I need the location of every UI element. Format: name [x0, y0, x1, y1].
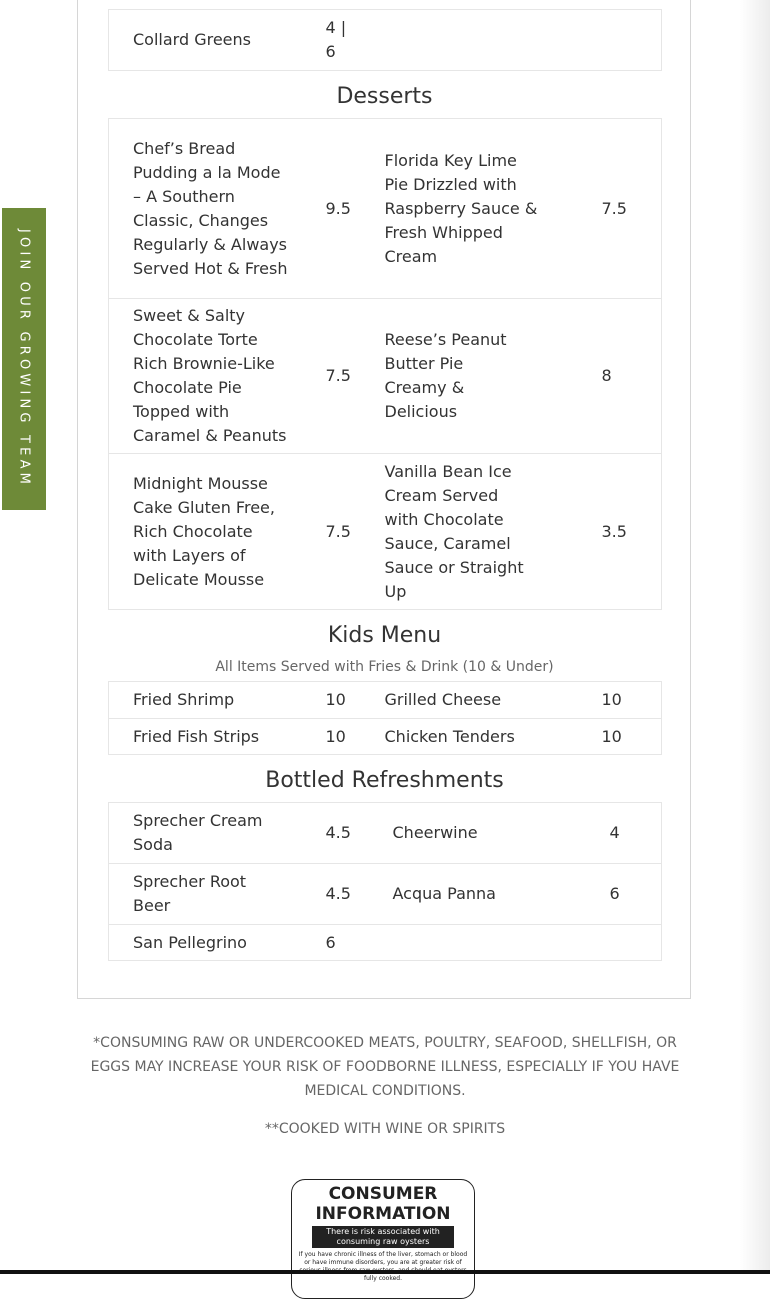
item-name: Chicken Tenders	[385, 719, 602, 755]
item-price: 3.5	[602, 454, 662, 610]
item-name	[109, 454, 326, 610]
item-name-text: Sweet & Salty Chocolate Torte Rich Brownie-Like Chocolate Pie Topped with Caramel & Peanuts	[133, 306, 287, 445]
item-name	[385, 119, 602, 299]
item-name	[109, 803, 326, 864]
table-row	[109, 803, 662, 864]
item-price: 10	[326, 682, 385, 719]
item-name-text: Vanilla Bean Ice Cream Served with Chocolate Sauce, Caramel Sauce or Straight Up	[384, 461, 524, 601]
empty-cell	[610, 925, 662, 961]
kids-table	[108, 681, 662, 755]
item-name: Collard Greens	[109, 10, 326, 71]
consumer-information-badge	[291, 1179, 475, 1299]
bottled-refreshments-heading: Bottled Refreshments	[265, 768, 504, 793]
item-price: 10	[602, 719, 662, 755]
consumer-warning: There is risk associated with consuming raw oysters	[312, 1226, 454, 1248]
sides-table	[108, 9, 662, 71]
empty-cell	[385, 10, 602, 71]
item-price: 6	[610, 864, 662, 925]
wine-spirits-note: **COOKED WITH WINE OR SPIRITS	[264, 1121, 506, 1137]
consumer-fine-print: If you have chronic illness of the liver, stomach or blood or have immune disorders, you are at greater risk of fully cooked.	[298, 1251, 468, 1282]
consumer-title-line2: INFORMATION	[315, 1204, 451, 1224]
item-name-text: Florida Key Lime Pie Drizzled with Raspberry Sauce & Fresh Whipped Cream	[384, 150, 538, 266]
table-row	[109, 454, 662, 610]
bottled-table	[108, 802, 662, 961]
item-price-text: 4 | 6	[325, 18, 347, 61]
consumer-title-line1: CONSUMER	[328, 1184, 438, 1204]
empty-cell	[602, 10, 662, 71]
item-name	[109, 864, 326, 925]
item-price: 8	[602, 299, 662, 454]
item-name: Cheerwine	[393, 803, 610, 864]
desserts-heading: Desserts	[336, 84, 433, 109]
table-row	[109, 925, 662, 961]
table-row	[109, 719, 662, 755]
desserts-table	[108, 118, 662, 610]
item-name	[109, 119, 326, 299]
item-price: 4.5	[326, 803, 393, 864]
item-name: San Pellegrino	[109, 925, 326, 961]
item-name: Fried Fish Strips	[109, 719, 326, 755]
table-row	[109, 299, 662, 454]
item-price	[326, 10, 385, 71]
item-name: Fried Shrimp	[109, 682, 326, 719]
item-name-text: Reese’s Peanut Butter Pie Creamy & Delicious	[384, 330, 507, 421]
join-team-tab[interactable]	[2, 208, 46, 510]
table-row	[109, 682, 662, 719]
item-price: 9.5	[326, 119, 385, 299]
item-name-text: Midnight Mousse Cake Gluten Free, Rich Chocolate with Layers of Delicate Mousse	[133, 473, 275, 589]
item-price: 7.5	[602, 119, 662, 299]
kids-menu-note: All Items Served with Fries & Drink (10 & Under)	[215, 659, 554, 675]
item-price: 4	[610, 803, 662, 864]
item-name-text: Sprecher Cream Soda	[133, 811, 263, 854]
item-name	[109, 299, 326, 454]
table-row	[109, 119, 662, 299]
item-name	[385, 454, 602, 610]
bottom-edge-bar	[0, 1270, 770, 1274]
raw-food-disclaimer: *CONSUMING RAW OR UNDERCOOKED MEATS, POULTRY, SEAFOOD, SHELLFISH, OR EGGS MAY INCREASE YOUR RISK OF FOODBORNE ILLNESS, ESPECIALLY IF YOU HAVE MEDICAL CONDITIONS.	[90, 1035, 680, 1099]
item-price: 10	[326, 719, 385, 755]
table-row	[109, 10, 662, 71]
join-team-label: JOIN OUR GROWING TEAM	[16, 229, 32, 489]
page-edge-shadow	[740, 0, 770, 1274]
item-name: Acqua Panna	[393, 864, 610, 925]
table-row	[109, 864, 662, 925]
item-name-text: Sprecher Root Beer	[133, 872, 247, 915]
item-name	[385, 299, 602, 454]
item-price: 4.5	[326, 864, 393, 925]
item-name-text: Chef’s Bread Pudding a la Mode – A Southern Classic, Changes Regularly & Always Served Hot & Fresh	[133, 138, 288, 278]
item-price: 10	[602, 682, 662, 719]
kids-menu-heading: Kids Menu	[327, 623, 442, 648]
item-name: Grilled Cheese	[385, 682, 602, 719]
item-price: 7.5	[326, 299, 385, 454]
item-price: 7.5	[326, 454, 385, 610]
empty-cell	[393, 925, 610, 961]
item-price: 6	[326, 925, 393, 961]
